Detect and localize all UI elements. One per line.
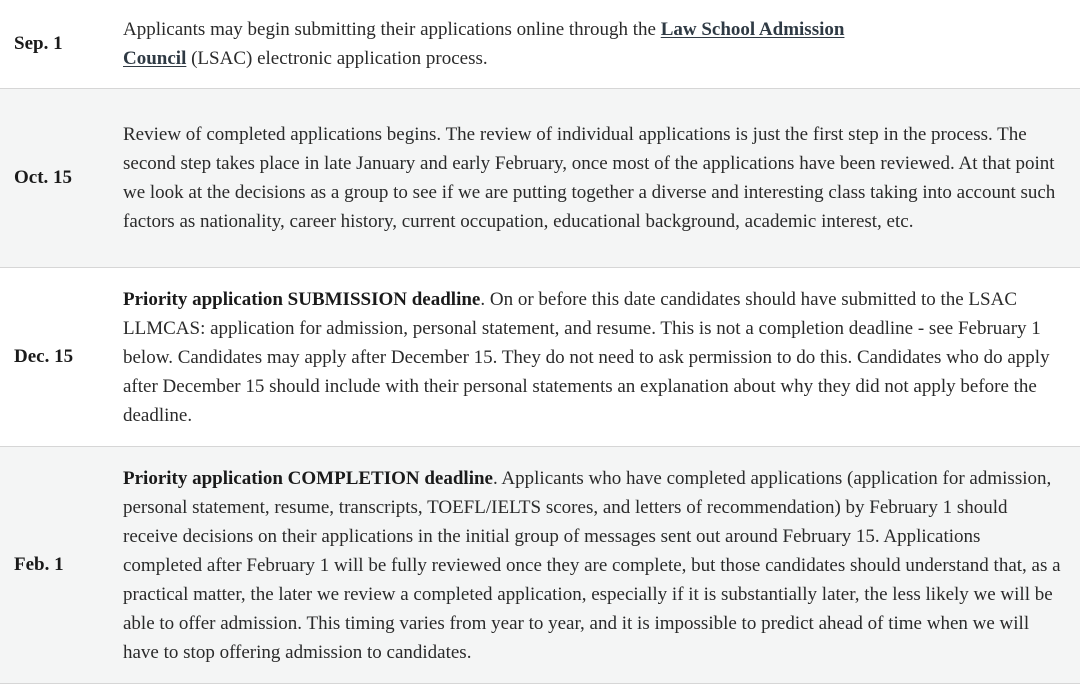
timeline-row-sep-1 (0, 0, 1080, 89)
timeline-description (109, 0, 1080, 89)
timeline-description (109, 447, 1080, 684)
timeline-description (109, 268, 1080, 447)
timeline-date: Sep. 1 (0, 0, 109, 89)
description-text: (LSAC) electronic application process. (186, 48, 488, 69)
timeline-description (109, 89, 1080, 268)
timeline-date: Oct. 15 (0, 89, 109, 268)
description-text: . Applicants who have completed applications (application for admission, personal statement, resume, transcripts, TOEFL/IELTS scores, and letters of recommendation) by February 1 should receive decisions on their applications in the initial group of messages sent out around February 15. Applications completed after February 1 will be fully reviewed once they are complete, but those candidates should understand that, as a practical matter, the later we review a completed application, especially if it is substantially later, the less likely we will be able to offer admission. This timing varies from year to year, and it is impossible to predict ahead of time when we will have to stop offering admission to candidates. (123, 467, 1061, 663)
timeline-date: Dec. 15 (0, 268, 109, 447)
timeline-row-feb-1 (0, 447, 1080, 684)
description-text: Review of completed applications begins. The review of individual applications is just the first step in the process. The second step takes place in late January and early February, once most of the applications have been reviewed. At that point we look at the decisions as a group to see if we are putting together a diverse and interesting class taking into account such factors as nationality, career history, current occupation, educational background, academic interest, etc. (123, 124, 1056, 232)
submission-deadline-heading: Priority application SUBMISSION deadline (123, 288, 481, 310)
timeline-row-oct-15 (0, 89, 1080, 268)
description-text: Applicants may begin submitting their applications online through the (123, 19, 661, 40)
completion-deadline-heading: Priority application COMPLETION deadline (123, 467, 493, 489)
timeline-date: Feb. 1 (0, 447, 109, 684)
description-text: . On or before this date candidates should have submitted to the LSAC LLMCAS: application for admission, personal statement, and resume. This is not a completion deadline - see February 1 below. Candidates may apply after December 15. They do not need to ask permission to do this. Candidates who do apply after December 15 should include with their personal statements an explanation about why they did not apply before the deadline. (123, 288, 1050, 426)
timeline-row-dec-15 (0, 268, 1080, 447)
lsac-link[interactable]: Law School Admission Council (123, 19, 845, 69)
